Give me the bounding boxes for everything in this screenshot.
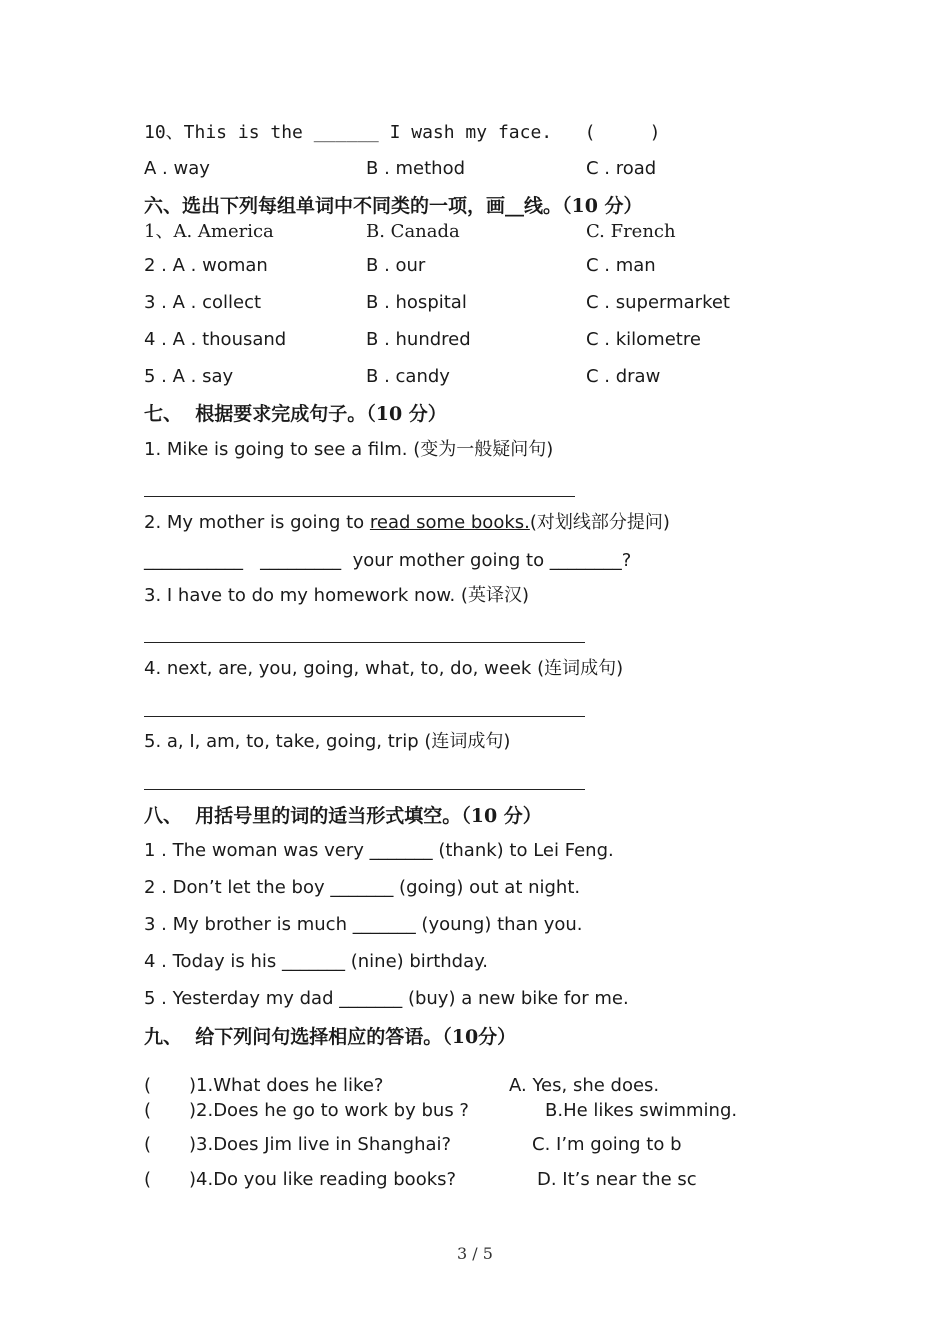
section-7-heading: 七、 根据要求完成句子。（10 分） — [144, 403, 447, 425]
s7-q3: 3. I have to do my homework now. (英译汉) — [144, 585, 529, 606]
s6-row2-a: 2 . A . woman — [144, 255, 268, 276]
s7-q2-answer: ___________ _________ your mother going to ________? — [144, 550, 632, 571]
s6-row5-c: C . draw — [586, 366, 661, 387]
s9-item4-question: )4.Do you like reading books? — [189, 1169, 457, 1190]
s7-q2-prefix: 2. My mother is going to — [144, 512, 370, 533]
s7-q3-answer-line — [144, 642, 585, 643]
section-9-heading: 九、 给下列问句选择相应的答语。（10分） — [144, 1026, 517, 1048]
s8-item-2: 2 . Don’t let the boy _______ (going) out at night. — [144, 877, 581, 898]
s6-row2-b: B . our — [366, 255, 426, 276]
s9-item1-question: )1.What does he like? — [189, 1075, 384, 1096]
s6-row3-b: B . hospital — [366, 292, 467, 313]
s8-item-1: 1 . The woman was very _______ (thank) to Lei Feng. — [144, 840, 614, 861]
s9-item4-answer: D. It’s near the sc — [537, 1169, 697, 1190]
s8-item-5: 5 . Yesterday my dad _______ (buy) a new bike for me. — [144, 988, 629, 1009]
s7-q5: 5. a, I, am, to, take, going, trip (连词成句) — [144, 731, 511, 752]
s6-row1-b: B. Canada — [366, 221, 460, 242]
q10-option-b: B . method — [366, 158, 466, 179]
s7-q1: 1. Mike is going to see a film. (变为一般疑问句) — [144, 439, 554, 460]
s9-item4-paren: ( — [144, 1169, 152, 1190]
s6-row4-a: 4 . A . thousand — [144, 329, 287, 350]
s9-item1-answer: A. Yes, she does. — [509, 1075, 660, 1096]
s7-q5-answer-line — [144, 789, 585, 790]
section-6-heading: 六、选出下列每组单词中不同类的一项，画__线。（10 分） — [144, 195, 643, 217]
s6-row3-c: C . supermarket — [586, 292, 730, 313]
q10-stem: 10、This is the ______ I wash my face. ( ) — [144, 122, 661, 143]
s9-item2-question: )2.Does he go to work by bus ? — [189, 1100, 469, 1121]
s9-item3-paren: ( — [144, 1134, 152, 1155]
s6-row4-b: B . hundred — [366, 329, 471, 350]
s9-item3-question: )3.Does Jim live in Shanghai? — [189, 1134, 452, 1155]
s6-row4-c: C . kilometre — [586, 329, 701, 350]
s8-item-3: 3 . My brother is much _______ (young) than you. — [144, 914, 583, 935]
s6-row5-a: 5 . A . say — [144, 366, 234, 387]
s7-q4-answer-line — [144, 716, 585, 717]
q10-option-c: C . road — [586, 158, 657, 179]
s9-item1-paren: ( — [144, 1075, 152, 1096]
s6-row5-b: B . candy — [366, 366, 450, 387]
s6-row1-c: C. French — [586, 221, 676, 242]
page-number: 3 / 5 — [457, 1244, 493, 1263]
section-8-heading: 八、 用括号里的词的适当形式填空。（10 分） — [144, 805, 542, 827]
s7-q1-answer-line — [144, 496, 575, 497]
s9-item2-paren: ( — [144, 1100, 152, 1121]
s7-q4: 4. next, are, you, going, what, to, do, week (连词成句) — [144, 658, 624, 679]
s8-item-4: 4 . Today is his _______ (nine) birthday. — [144, 951, 488, 972]
s6-row1-a: 1、A. America — [144, 221, 274, 242]
s6-row2-c: C . man — [586, 255, 656, 276]
s7-q2-underlined: read some books. — [369, 512, 530, 533]
s6-row3-a: 3 . A . collect — [144, 292, 262, 313]
s7-q2 — [144, 512, 670, 534]
s9-item3-answer: C. I’m going to b — [532, 1134, 682, 1155]
q10-option-a: A . way — [144, 158, 210, 179]
s7-q2-suffix: (对划线部分提问) — [529, 512, 670, 533]
s9-item2-answer: B.He likes swimming. — [545, 1100, 738, 1121]
